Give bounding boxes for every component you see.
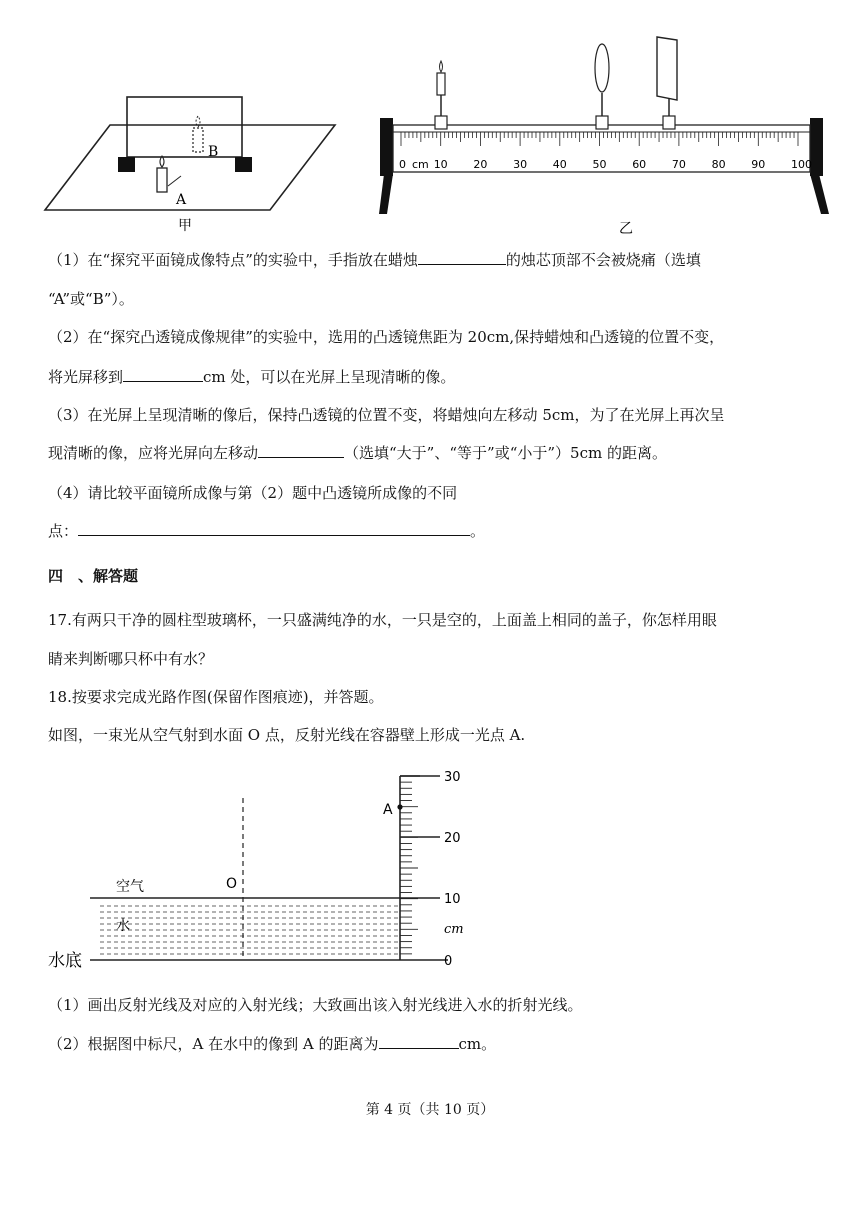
caption-yi: 乙	[619, 221, 633, 237]
scale-label-0: 0	[444, 954, 453, 969]
page-footer: 第 4 页（共 10 页）	[365, 1102, 495, 1118]
ruler-tick-label: 0	[399, 158, 406, 171]
scale-label-10: 10	[444, 892, 461, 907]
candle-flame	[440, 61, 443, 72]
candle-b	[193, 128, 203, 152]
glass-plate	[127, 97, 242, 157]
candle	[437, 73, 445, 95]
bench-left-post	[380, 118, 393, 176]
ruler-tick-label: 20	[473, 158, 488, 171]
ruler-tick-label: 80	[711, 158, 726, 171]
answer-blank-3[interactable]	[258, 456, 344, 458]
figure-water	[48, 768, 488, 973]
answer-blank-2[interactable]	[123, 380, 203, 382]
scale-unit: cm	[444, 922, 464, 937]
label-water: 水	[116, 918, 130, 934]
label-o: O	[226, 876, 238, 892]
figure-jia	[40, 30, 340, 235]
q16-part3-line2: 现清晰的像，应将光屏向左移动 （选填“大于”、“等于”或“小于”）5cm 的距离。	[48, 444, 667, 462]
answer-blank-1[interactable]	[418, 263, 506, 265]
label-b: B	[208, 144, 219, 160]
label-bottom: 水底	[48, 951, 82, 971]
q16-part1-line2: “A”或“B”）。	[48, 290, 134, 308]
lens-holder	[596, 116, 608, 129]
candle-holder	[435, 116, 447, 129]
table-plane	[45, 125, 335, 210]
light-screen	[657, 37, 677, 100]
q18-part2: （2）根据图中标尺，A 在水中的像到 A 的距离为 cm。	[48, 1035, 497, 1053]
scale-label-20: 20	[444, 831, 461, 846]
q17-line1: 17.有两只干净的圆柱型玻璃杯，一只盛满纯净的水，一只是空的，上面盖上相同的盖子，你怎样用眼	[48, 611, 717, 629]
q18-line2: 如图，一束光从空气射到水面 O 点，反射光线在容器壁上形成一光点 A.	[48, 726, 526, 744]
ruler-tick-label: 50	[592, 158, 607, 171]
convex-lens	[595, 44, 609, 92]
candle-a	[157, 168, 167, 192]
ruler-tick-label: 100	[791, 158, 812, 171]
caption-jia: 甲	[178, 218, 192, 234]
q16-part2-line1: （2）在“探究凸透镜成像规律”的实验中，选用的凸透镜焦距为 20cm,保持蜡烛和凸透镜的位置不变，	[48, 328, 725, 346]
answer-blank-4[interactable]	[78, 534, 470, 536]
label-air: 空气	[116, 879, 144, 895]
bench-left-leg	[379, 174, 393, 214]
bench-right-leg	[810, 174, 829, 214]
scale-ticks	[400, 776, 418, 960]
q16-part4-line1: （4）请比较平面镜所成像与第（2）题中凸透镜所成像的不同	[48, 484, 458, 502]
mirror-stand-right	[235, 157, 252, 172]
section-title: 四 、解答题	[48, 567, 139, 585]
ruler-tick-label: 70	[671, 158, 686, 171]
label-a: A	[176, 192, 187, 208]
point-a	[397, 804, 402, 809]
figure-yi	[374, 33, 834, 238]
q16-part4-line2: 点： 。	[48, 522, 486, 540]
q17-line2: 睛来判断哪只杯中有水？	[48, 650, 214, 668]
scale-label-30: 30	[444, 770, 461, 785]
screen-holder	[663, 116, 675, 129]
ruler-tick-label: 60	[632, 158, 647, 171]
ruler-tick-label: 10	[433, 158, 448, 171]
ruler-tick-label: 90	[751, 158, 766, 171]
q16-part3-line1: （3）在光屏上呈现清晰的像后，保持凸透镜的位置不变，将蜡烛向左移动 5cm，为了在光屏上再次呈	[48, 406, 725, 424]
q16-part1-line1: （1）在“探究平面镜成像特点”的实验中，手指放在蜡烛 的烛芯顶部不会被烧痛（选填	[48, 251, 701, 269]
ruler-tick-label: 40	[552, 158, 567, 171]
q18-line1: 18.按要求完成光路作图(保留作图痕迹)，并答题。	[48, 688, 384, 706]
answer-blank-5[interactable]	[379, 1047, 459, 1049]
ruler-tick-label: 30	[513, 158, 528, 171]
ruler-unit: cm	[412, 158, 429, 171]
water-region	[100, 906, 398, 954]
label-a: A	[383, 802, 393, 818]
q16-part2-line2: 将光屏移到 cm 处，可以在光屏上呈现清晰的像。	[48, 368, 456, 386]
mirror-stand-left	[118, 157, 135, 172]
q18-part1: （1）画出反射光线及对应的入射光线；大致画出该入射光线进入水的折射光线。	[48, 996, 583, 1014]
